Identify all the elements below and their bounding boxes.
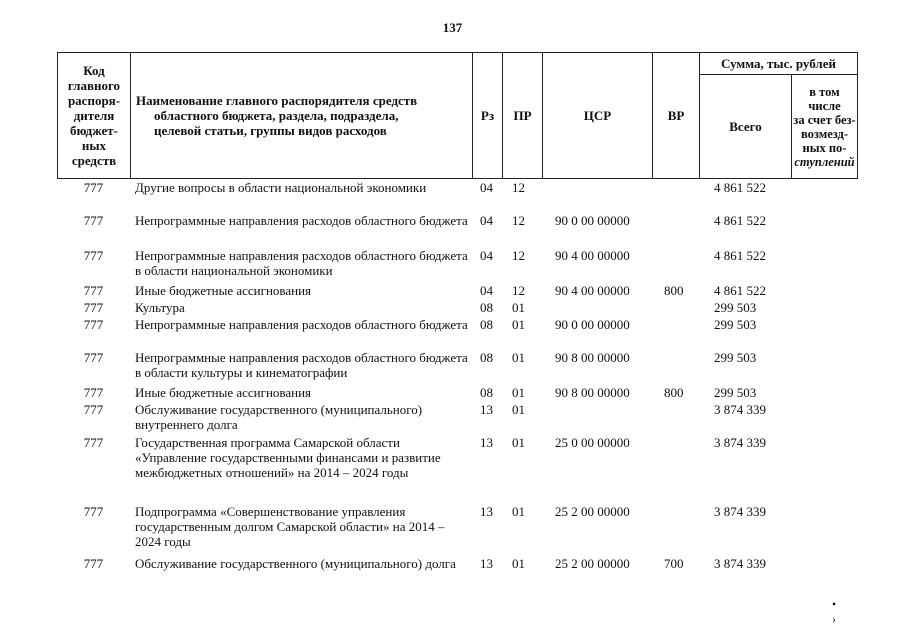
header-pr: ПР: [503, 53, 543, 179]
cell-including: [791, 283, 857, 300]
cell-vr: [652, 213, 699, 248]
cell-csr: 90 8 00 00000: [555, 385, 630, 400]
cell-vr: [652, 504, 699, 556]
cell-code: 777: [83, 283, 104, 298]
cell-rz: 04: [480, 248, 493, 263]
cell-code: 777: [83, 402, 104, 417]
cell-rz: 13: [480, 556, 493, 571]
cell-code: 777: [83, 317, 104, 332]
cell-code: 777: [83, 300, 104, 315]
table-row: [57, 350, 857, 385]
cell-pr: 01: [512, 556, 525, 571]
cell-name: Культура: [135, 300, 185, 315]
table-row: [57, 385, 857, 402]
table-row: [57, 317, 857, 350]
cell-vr: [652, 402, 699, 435]
cell-rz: 13: [480, 435, 493, 450]
cell-including: [791, 385, 857, 402]
table-header: [57, 52, 858, 179]
cell-csr: 90 4 00 00000: [555, 283, 630, 298]
cell-csr: 25 0 00 00000: [555, 435, 630, 450]
page-number: 137: [442, 20, 463, 35]
cell-pr: 01: [512, 385, 525, 400]
header-code: Код главного распоря- дителя бюджет- ных средств: [58, 53, 131, 179]
cell-name: Иные бюджетные ассигнования: [135, 283, 312, 298]
cell-code: 777: [83, 385, 104, 400]
cell-rz: 08: [480, 317, 493, 332]
cell-code: 777: [83, 180, 104, 195]
cell-rz: 13: [480, 504, 493, 519]
cell-csr: [542, 402, 652, 435]
cell-rz: 08: [480, 385, 493, 400]
cell-vr: [652, 300, 699, 317]
cell-including: [791, 435, 857, 504]
cell-pr: 01: [512, 300, 525, 315]
cell-including: [791, 556, 857, 589]
cell-pr: 12: [512, 180, 525, 195]
cell-csr: 90 0 00 00000: [555, 317, 630, 332]
header-name: Наименование главного распорядителя средств областного бюджета, раздела, подраздела, целевой статьи, группы видов расходов: [131, 53, 473, 179]
cell-code: 777: [83, 350, 104, 365]
cell-name: Другие вопросы в области национальной экономики: [135, 180, 427, 195]
cell-code: 777: [83, 504, 104, 519]
cell-name: Государственная программа Самарской области «Управление государственными финансами и развитие межбюджетных отношений» на 2014 – 2024 годы: [135, 435, 441, 480]
cell-pr: 12: [512, 283, 525, 298]
cell-vr: [652, 435, 699, 504]
cell-including: [791, 300, 857, 317]
cell-total: 3 874 339: [714, 435, 766, 450]
cell-code: 777: [83, 435, 104, 450]
cell-name: Непрограммные направления расходов областного бюджета: [135, 213, 468, 228]
cell-csr: 90 0 00 00000: [555, 213, 630, 228]
cell-total: 299 503: [714, 350, 757, 365]
table-row: [57, 402, 857, 435]
table-row: [57, 435, 857, 504]
cell-vr: [652, 317, 699, 350]
cell-csr: 90 8 00 00000: [555, 350, 630, 365]
cell-rz: 04: [480, 213, 493, 228]
table-row: [57, 248, 857, 283]
cell-pr: 01: [512, 350, 525, 365]
header-sum: Сумма, тыс. рублей: [700, 53, 858, 75]
cell-rz: 04: [480, 180, 493, 195]
budget-table: [57, 180, 857, 589]
cell-name: Непрограммные направления расходов областного бюджета: [135, 317, 468, 332]
table-row: [57, 180, 857, 213]
cell-total: 3 874 339: [714, 402, 766, 417]
cell-vr: 700: [664, 556, 684, 571]
cell-vr: [652, 248, 699, 283]
cell-including: [791, 317, 857, 350]
table-row: [57, 300, 857, 317]
cell-name: Обслуживание государственного (муниципального) внутреннего долга: [135, 402, 423, 432]
cell-pr: 01: [512, 504, 525, 519]
cell-total: 4 861 522: [714, 283, 766, 298]
cell-pr: 12: [512, 213, 525, 228]
cell-total: 3 874 339: [714, 504, 766, 519]
cell-vr: 800: [664, 283, 684, 298]
table-row: [57, 213, 857, 248]
cell-total: 299 503: [714, 317, 757, 332]
cell-including: [791, 402, 857, 435]
cell-pr: 01: [512, 317, 525, 332]
cell-vr: 800: [664, 385, 684, 400]
table-row: [57, 504, 857, 556]
cell-total: 4 861 522: [714, 248, 766, 263]
header-total: Всего: [700, 75, 792, 179]
cell-including: [791, 213, 857, 248]
table-row: [57, 283, 857, 300]
cell-csr: 25 2 00 00000: [555, 504, 630, 519]
cell-total: 3 874 339: [714, 556, 766, 571]
table-row: [57, 556, 857, 589]
cell-including: [791, 248, 857, 283]
cell-pr: 01: [512, 402, 525, 417]
cell-vr: [652, 350, 699, 385]
cell-csr: [542, 300, 652, 317]
cell-including: [791, 180, 857, 213]
cell-rz: 08: [480, 350, 493, 365]
cell-name: Иные бюджетные ассигнования: [135, 385, 312, 400]
cell-name: Непрограммные направления расходов областного бюджета в области национальной экономики: [135, 248, 468, 278]
cell-rz: 08: [480, 300, 493, 315]
cell-code: 777: [83, 556, 104, 571]
cell-pr: 12: [512, 248, 525, 263]
cell-total: 299 503: [714, 385, 757, 400]
cell-name: Подпрограмма «Совершенствование управления государственным долгом Самарской области» на 2014 – 2024 годы: [135, 504, 445, 549]
cell-vr: [652, 180, 699, 213]
cell-including: [791, 350, 857, 385]
header-csr: ЦСР: [543, 53, 653, 179]
header-vr: ВР: [653, 53, 700, 179]
scan-marks: • ›: [832, 597, 863, 626]
header-rz: Рз: [473, 53, 503, 179]
cell-name: Обслуживание государственного (муниципального) долга: [135, 556, 456, 571]
header-including: в том числе за счет без- возмезд- ных по- ступлений: [792, 75, 858, 179]
cell-csr: [542, 180, 652, 213]
cell-including: [791, 504, 857, 556]
cell-csr: 25 2 00 00000: [555, 556, 630, 571]
cell-name: Непрограммные направления расходов областного бюджета в области культуры и кинематографии: [135, 350, 468, 380]
cell-csr: 90 4 00 00000: [555, 248, 630, 263]
cell-total: 4 861 522: [714, 213, 766, 228]
cell-code: 777: [83, 248, 104, 263]
cell-pr: 01: [512, 435, 525, 450]
cell-code: 777: [83, 213, 104, 228]
cell-total: 299 503: [714, 300, 757, 315]
cell-rz: 13: [480, 402, 493, 417]
cell-total: 4 861 522: [714, 180, 766, 195]
cell-rz: 04: [480, 283, 493, 298]
